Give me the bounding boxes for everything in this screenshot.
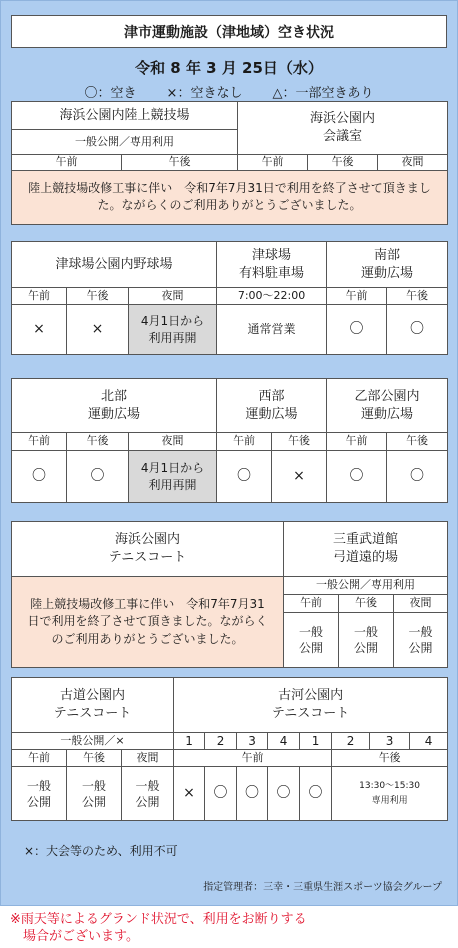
facility-name: 津球場公園内野球場 xyxy=(12,242,217,288)
manager-credit: 指定管理者：三幸・三重県生涯スポーツ協会グループ xyxy=(203,882,442,893)
slot-pm: 午後 xyxy=(339,595,394,613)
status-public: 一般 公開 xyxy=(394,613,448,668)
court-number: 1 xyxy=(174,733,205,750)
facility-name: 古道公園内 テニスコート xyxy=(12,678,174,733)
slot-pm: 午後 xyxy=(387,288,448,305)
status-public: 一般 公開 xyxy=(122,767,174,821)
weather-warning: ※雨天等によるグランド状況で、利用をお断りする 場合がございます。 xyxy=(10,912,307,944)
court-number: 3 xyxy=(370,733,410,750)
section-sports-grounds xyxy=(11,378,448,503)
slot-night: 夜間 xyxy=(129,288,217,305)
court-number: 2 xyxy=(205,733,237,750)
slot-am: 午前 xyxy=(217,433,272,451)
slot-pm: 午後 xyxy=(332,750,448,767)
court-number: 1 xyxy=(300,733,332,750)
section-tennis-courts xyxy=(11,677,448,821)
status-open: 〇 xyxy=(387,451,448,503)
slot-night: 夜間 xyxy=(122,750,174,767)
facility-usage-type: 一般公開／× xyxy=(12,733,174,750)
closure-notice: 陸上競技場改修工事に伴い 令和7年7月31日で利用を終了させて頂きました。ながらくのご利用ありがとうございました。 xyxy=(12,170,448,224)
facility-name: 海浜公園内陸上競技場 xyxy=(12,102,238,130)
facility-name: 古河公園内 テニスコート xyxy=(174,678,448,733)
court-reserved: 13:30～15:30 専用利用 xyxy=(332,767,448,821)
slot-am: 午前 xyxy=(12,288,67,305)
legend-partial: △：一部空きあり xyxy=(272,86,374,101)
slot-night: 夜間 xyxy=(129,433,217,451)
slot-am: 午前 xyxy=(12,155,122,171)
court-number: 4 xyxy=(410,733,448,750)
slot-am: 午前 xyxy=(327,433,387,451)
slot-am: 午前 xyxy=(12,750,67,767)
facility-name: 三重武道館 弓道遠的場 xyxy=(284,522,448,577)
court-number: 2 xyxy=(332,733,370,750)
status-public: 一般 公開 xyxy=(12,767,67,821)
slot-pm: 午後 xyxy=(67,750,122,767)
slot-pm: 午後 xyxy=(122,155,238,171)
facility-name: 北部 運動広場 xyxy=(12,379,217,433)
status-public: 一般 公開 xyxy=(67,767,122,821)
facility-name: 海浜公園内 会議室 xyxy=(238,102,448,155)
slot-pm: 午後 xyxy=(272,433,327,451)
legend xyxy=(0,82,458,101)
facility-usage-type: 一般公開／専用利用 xyxy=(284,577,448,595)
slot-night: 夜間 xyxy=(394,595,448,613)
status-full: × xyxy=(67,305,129,355)
facility-name: 南部 運動広場 xyxy=(327,242,448,288)
slot-pm: 午後 xyxy=(308,155,378,171)
court-status: 〇 xyxy=(237,767,268,821)
parking-hours: 7:00～22:00 xyxy=(217,288,327,305)
status-date: 令和 8 年 3 月 25日（水） xyxy=(135,59,323,77)
legend-open: 〇：空き xyxy=(84,86,137,101)
facility-name: 海浜公園内 テニスコート xyxy=(12,522,284,577)
section-baseball xyxy=(11,241,448,355)
court-number: 3 xyxy=(237,733,268,750)
status-open: 〇 xyxy=(12,451,67,503)
court-status: 〇 xyxy=(205,767,237,821)
slot-am: 午前 xyxy=(238,155,308,171)
reopen-notice: 4月1日から 利用再開 xyxy=(129,305,217,355)
facility-usage-type: 一般公開／専用利用 xyxy=(12,130,238,155)
court-status: × xyxy=(174,767,205,821)
court-number: 4 xyxy=(268,733,300,750)
slot-am: 午前 xyxy=(174,750,332,767)
footer-note: ×：大会等のため、利用不可 xyxy=(24,844,178,858)
slot-am: 午前 xyxy=(327,288,387,305)
status-open: 〇 xyxy=(387,305,448,355)
status-public: 一般 公開 xyxy=(339,613,394,668)
slot-am: 午前 xyxy=(12,433,67,451)
section-seaside-track xyxy=(11,101,448,225)
closure-notice: 陸上競技場改修工事に伴い 令和7年7月31日で利用を終了させて頂きました。ながらくのご利用ありがとうございました。 xyxy=(12,577,284,668)
court-status: 〇 xyxy=(268,767,300,821)
status-public: 一般 公開 xyxy=(284,613,339,668)
status-full: × xyxy=(272,451,327,503)
slot-night: 夜間 xyxy=(378,155,448,171)
status-open: 〇 xyxy=(217,451,272,503)
facility-name: 津球場 有料駐車場 xyxy=(217,242,327,288)
status-full: × xyxy=(12,305,67,355)
parking-status: 通常営業 xyxy=(217,305,327,355)
slot-pm: 午後 xyxy=(387,433,448,451)
page-title: 津市運動施設（津地域）空き状況 xyxy=(11,15,447,48)
slot-am: 午前 xyxy=(284,595,339,613)
status-open: 〇 xyxy=(67,451,129,503)
slot-pm: 午後 xyxy=(67,288,129,305)
slot-pm: 午後 xyxy=(67,433,129,451)
facility-name: 西部 運動広場 xyxy=(217,379,327,433)
court-status: 〇 xyxy=(300,767,332,821)
section-tennis-budokan xyxy=(11,521,448,668)
reopen-notice: 4月1日から 利用再開 xyxy=(129,451,217,503)
legend-full: ×：空きなし xyxy=(166,86,243,101)
facility-name: 乙部公園内 運動広場 xyxy=(327,379,448,433)
status-open: 〇 xyxy=(327,305,387,355)
status-open: 〇 xyxy=(327,451,387,503)
